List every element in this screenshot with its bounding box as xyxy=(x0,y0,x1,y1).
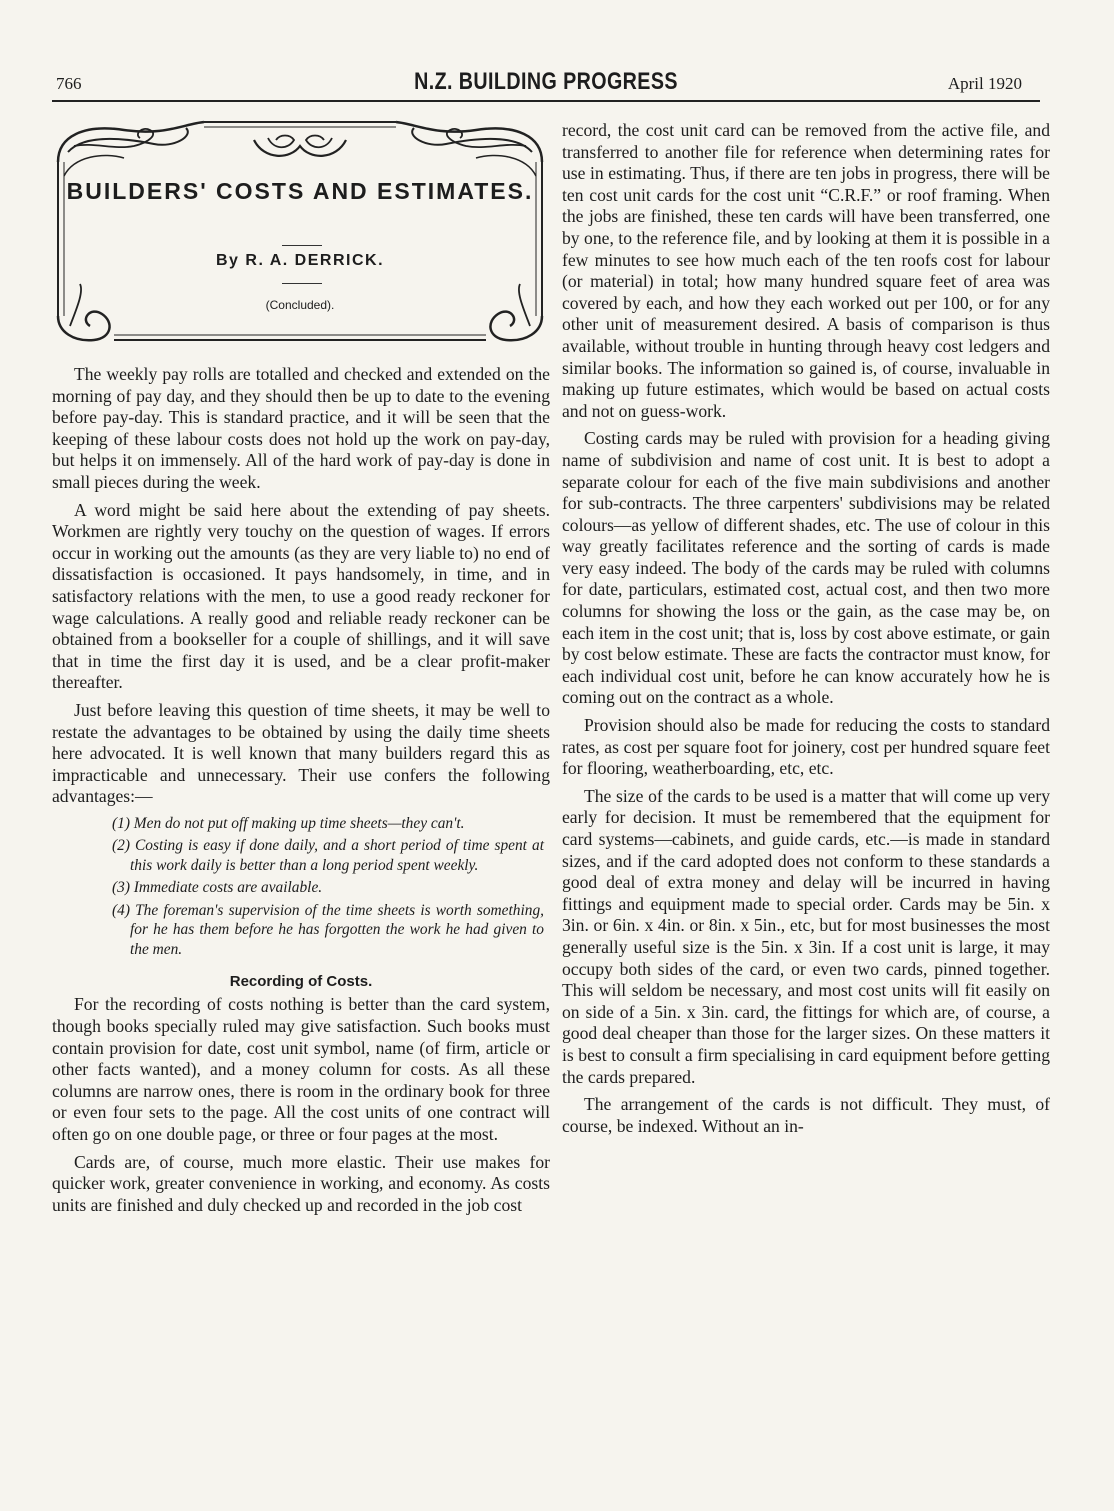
article-byline: By R. A. DERRICK. xyxy=(215,252,385,269)
article-note: (Concluded). xyxy=(265,298,335,312)
list-item: (3) Immediate costs are available. xyxy=(112,879,323,897)
section-heading: Recording of Costs. xyxy=(229,973,373,991)
right-column xyxy=(562,120,1050,1137)
issue-date: April 1920 xyxy=(947,74,1022,93)
paragraph: The arrangement of the cards is not difficult. They must, of course, be indexed. Without an in- xyxy=(562,1094,1050,1136)
paragraph: record, the cost unit card can be removed from the active file, and transferred to another file for reference when determining rates for use in estimating. Thus, if there are ten jobs in progress, there will be ten cost unit cards for the cost unit “C.R.F.” or roof framing. When the jobs are finished, these ten cards will have been transferred, one by one, to the reference file, and by looking at them it is possible in a few minutes to see how much each of the ten roofs cost for labour (or material) in total; how many hundred square feet of area was covered by each, and how they each worked out per 100, or for any other unit of measurement desired. A basis of comparison is thus available, without trouble in hunting through heavy cost ledgers and similar books. The information so gained is, of course, invaluable in making up future estimates, which would be based on actual costs and not on guess-work. xyxy=(562,120,1050,421)
byline-divider xyxy=(282,283,322,284)
paragraph: For the recording of costs nothing is better than the card system, though books specially ruled may give satisfaction. Such books must contain provision for date, cost unit symbol, name (of firm, article or other facts wanted), and a money column for costs. As all these columns are narrow ones, there is room in the ordinary book for three or even four sets to the page. All the cost units of one contract will often go on one double page, or three or four pages at the most. xyxy=(52,994,550,1144)
page-number: 766 xyxy=(56,74,82,93)
left-column xyxy=(52,116,550,1216)
list-item: (2) Costing is easy if done daily, and a short period of time spent at this work daily is better than a long period spent weekly. xyxy=(112,837,544,874)
paragraph: A word might be said here about the extending of pay sheets. Workmen are rightly very touchy on the question of wages. If errors occur in working out the amounts (as they are very liable to) no end of dissatisfaction is occasioned. It pays handsomely, in time, and in satisfactory relations with the men, to use a good ready reckoner for wage calculations. A really good and reliable ready reckoner can be obtained from a bookseller for a couple of shillings, and it will save that in time the first day it is used, and be a clear profit-maker thereafter. xyxy=(52,499,550,693)
paragraph: Costing cards may be ruled with provision for a heading giving name of subdivision and name of cost unit. It is best to adopt a separate colour for each of the five main subdivisions and another for sub-contracts. The three carpenters' subdivisions may be related colours—as yellow of different shades, etc. The use of colour in this way greatly facilitates reference and the sorting of cards is made very easy indeed. The body of the cards may be ruled with columns for date, particulars, estimated cost, actual cost, and then two more columns for showing the loss or the gain, as the case may be, on each item in the cost unit; that is, loss by cost above estimate, or gain by cost below estimate. These are facts the contractor must know, for each individual cost unit, before he can know accurately how he is coming out on the contract as a whole. xyxy=(562,428,1050,708)
list-item: (4) The foreman's supervision of the time sheets is worth something, for he has them before he has forgotten the work he had given to the men. xyxy=(112,901,544,958)
paragraph: Provision should also be made for reducing the costs to standard rates, as cost per square foot for joinery, cost per hundred square feet for flooring, weatherboarding, etc, etc. xyxy=(562,715,1050,779)
article-title: BUILDERS' COSTS AND ESTIMATES. xyxy=(66,178,534,204)
paragraph: The size of the cards to be used is a matter that will come up very early for decision. It must be remembered that the equipment for card systems—cabinets, and guide cards, etc.—is made in standard sizes, and if the card adopted does not conform to these standards a good deal of extra money and delay will be incurred in having fittings and equipment made to special order. Cards may be 5in. x 3in. or 6in. x 4in. or 8in. x 5in., etc, but for most businesses the most generally useful size is the 5in. x 3in. If a cost unit is large, it may occupy both sides of the card, or even two cards, pinned together. This will seldom be necessary, and most cost units will fit easily on on side of a 5in. x 3in. card, the fittings for which are, of course, a good deal cheaper than those for the larger sizes. On these matters it is best to consult a firm specialising in card equipment before getting the cards prepared. xyxy=(562,785,1050,1087)
list-item: (1) Men do not put off making up time sheets—they can't. xyxy=(112,814,465,832)
paragraph: The weekly pay rolls are totalled and checked and extended on the morning of pay day, and they should then be up to date to the evening before pay-day. This is standard practice, and it will be seen that the keeping of these labour costs does not hold up the work on pay-day, but helps it on immensely. All of the hard work of pay-day is done in small pieces during the week. xyxy=(52,364,550,492)
article-title-box xyxy=(54,116,546,344)
journal-title: N.Z. BUILDING PROGRESS xyxy=(414,68,678,95)
paragraph: Cards are, of course, much more elastic. Their use makes for quicker work, greater convenience in working, and economy. As costs units are finished and duly checked up and recorded in the job cost xyxy=(52,1151,550,1215)
page-header xyxy=(52,70,1040,102)
title-divider xyxy=(282,245,322,246)
advantages-list xyxy=(52,814,550,960)
paragraph: Just before leaving this question of time sheets, it may be well to restate the advantages to be obtained by using the daily time sheets here advocated. It is well known that many builders regard this as impracticable and unnecessary. Their use confers the following advantages:— xyxy=(52,699,550,807)
